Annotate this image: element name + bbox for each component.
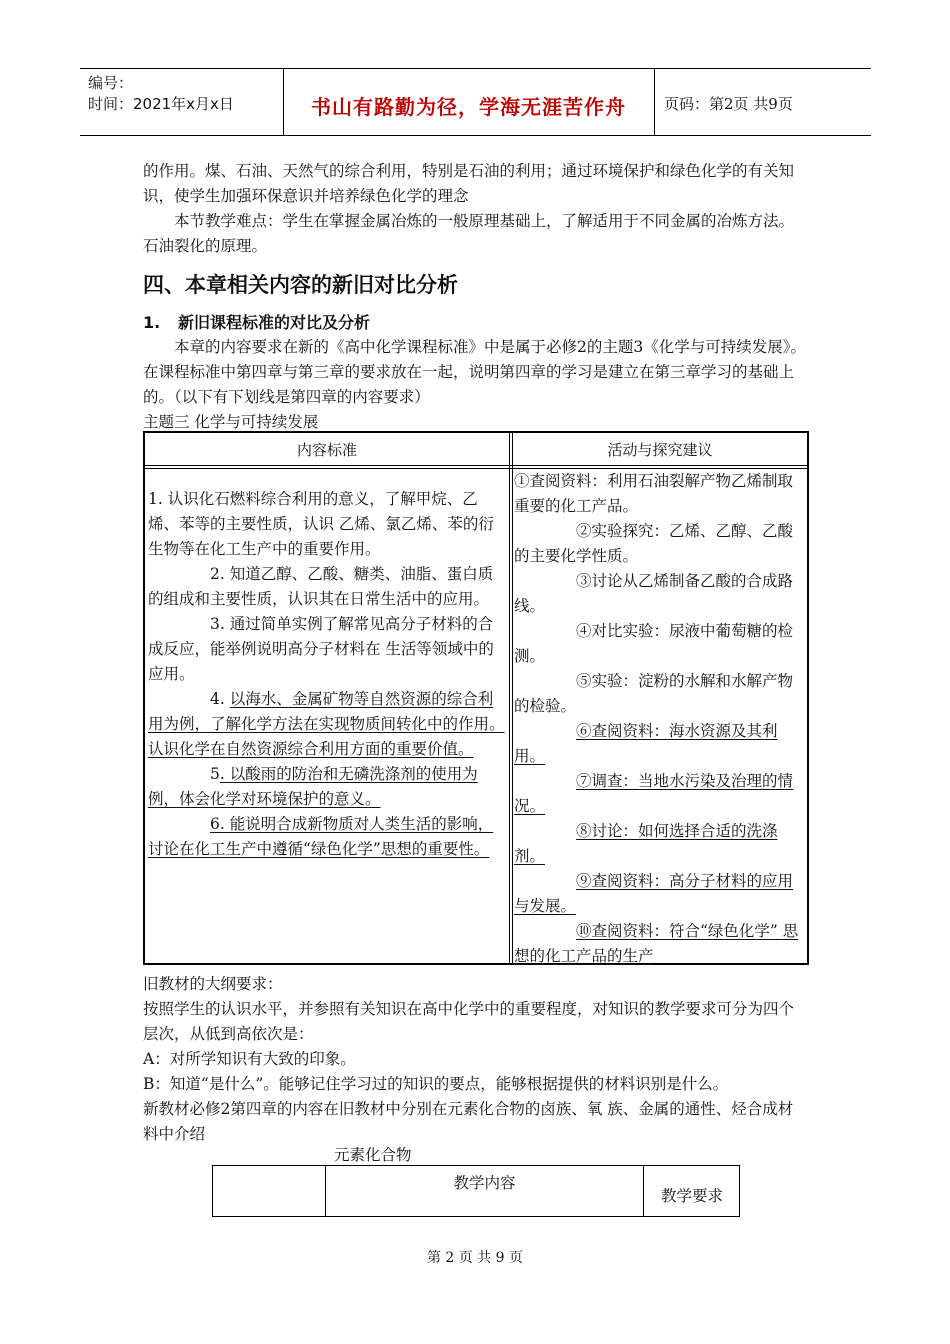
intro-paragraph-2: 本节教学难点：学生在掌握金属冶炼的一般原理基础上，了解适用于不同金属的冶炼方法。石油裂化的原理。 (143, 212, 795, 255)
standard-item-6-lead: 6. 能说明合成新物质对人类生活的影 (210, 815, 463, 833)
col-header-activities: 活动与探究建议 (607, 441, 713, 459)
elements-table (212, 1165, 740, 1217)
new-vs-old-note: 新教材必修2第四章的内容在旧教材中分别在元素化合物的卤族、氧 族、金属的通性、烃合成材料中介绍 (143, 1100, 794, 1143)
activity-item-5: ⑤实验：淀粉的水解和水解产物的检验。 (514, 672, 794, 715)
sub-heading (143, 310, 370, 333)
page-footer: 第 2 页 共 9 页 (426, 1250, 524, 1266)
column-divider (509, 433, 513, 963)
section-heading: 四、本章相关内容的新旧对比分析 (143, 273, 458, 297)
table-caption: 主题三 化学与可持续发展 (143, 413, 319, 431)
standard-item-3: 3. 通过简单实例了解常见高分子材料的合成反应，能举例说明高分子材料在 生活等领域中的应用。 (148, 615, 494, 683)
header-divider (654, 69, 655, 135)
old-syllabus-title: 旧教材的大纲要求： (143, 975, 283, 993)
activity-item-7: ⑦调查：当地水污染及治理的情况。 (514, 772, 794, 815)
activity-item-9: ⑨查阅资料：高分子材料的应用与发展。 (514, 872, 794, 915)
standards-table (143, 431, 809, 965)
sub-heading-number: 1. (143, 313, 161, 332)
level-b: B：知道“是什么”。能够记住学习过的知识的要点，能够根据提供的材料识别是什么。 (143, 1075, 729, 1093)
standard-item-4-text: 以海水、金属矿物等自然资源的综合利用为例，了解化学方法在实现物质间转化中的作用。认识化学在自然资源综合利用方面的重要价值。 (148, 690, 505, 758)
activity-item-1: ①查阅资料：利用石油裂解产物乙烯制取重要的化工产品。 (514, 472, 794, 515)
standard-item-6-text: 响， 讨论在化工生产中遵循“绿色化学”思想的重要性。 (148, 815, 494, 858)
activities-column (514, 469, 808, 969)
intro-paragraph-1: 的作用。煤、石油、天然气的综合利用，特别是石油的利用；通过环境保护和绿色化学的有关知识，使学生加强环保意识并培养绿色化学的理念 (143, 162, 795, 205)
elements-table-caption: 元素化合物 (334, 1146, 412, 1164)
standard-item-1: 1. 认识化石燃料综合利用的意义，了解甲烷、乙烯、苯等的主要性质，认识 乙烯、氯乙烯、苯的衍生物等在化工生产中的重要作用。 (148, 490, 494, 558)
activity-item-3: ③讨论从乙烯制备乙酸的合成路线。 (514, 572, 794, 615)
standard-item-6 (148, 812, 508, 862)
old-syllabus-intro: 按照学生的认识水平，并参照有关知识在高中化学中的重要程度，对知识的教学要求可分为四个层次，从低到高依次是： (143, 1000, 795, 1043)
activity-item-2: ②实验探究：乙烯、乙醇、乙酸的主要化学性质。 (514, 522, 794, 565)
activity-item-8: ⑧讨论：如何选择合适的洗涤剂。 (514, 822, 778, 865)
page-header (80, 68, 871, 136)
time-label: 时间：2021年x月x日 (88, 95, 234, 113)
col-header-content-standard: 内容标准 (296, 441, 357, 459)
standard-item-4 (148, 687, 508, 762)
section-body: 本章的内容要求在新的《高中化学课程标准》中是属于必修2的主题3《化学与可持续发展》。在课程标准中第四章与第三章的要求放在一起，说明第四章的学习是建立在第三章学习的基础上的。（以下有下划线是第四章的内容要求） (143, 338, 806, 406)
activity-item-10: ⑩查阅资料：符合“绿色化学” 思想的化工产品的生产 (514, 922, 799, 965)
standard-item-5-number: 5 (210, 765, 220, 783)
activity-item-4: ④对比实验：尿液中葡萄糖的检测。 (514, 622, 794, 665)
sub-heading-text: 新旧课程标准的对比及分析 (178, 313, 371, 332)
header-meta (88, 73, 234, 115)
col-header-teaching-requirement: 教学要求 (660, 1187, 723, 1205)
standard-item-4-number: 4. (210, 690, 230, 708)
header-motto: 书山有路勤为径，学海无涯苦作舟 (311, 95, 626, 119)
content-standard-column (148, 487, 508, 862)
standard-item-5-text: . 以酸雨的防治和无磷洗涤剂的使用为例，体会化学对环境保护的意义。 (148, 765, 478, 808)
col-header-teaching-content: 教学内容 (453, 1174, 516, 1192)
activity-item-6: ⑥查阅资料：海水资源及其利用。 (514, 722, 778, 765)
level-a: A：对所学知识有大致的印象。 (143, 1050, 356, 1068)
standard-item-5 (148, 762, 508, 812)
serial-label: 编号： (88, 74, 134, 92)
header-page-label: 页码：第2页 共9页 (664, 95, 793, 113)
standard-item-2: 2. 知道乙醇、乙酸、糖类、油脂、蛋白质的组成和主要性质，认识其在日常生活中的应用。 (148, 565, 494, 608)
